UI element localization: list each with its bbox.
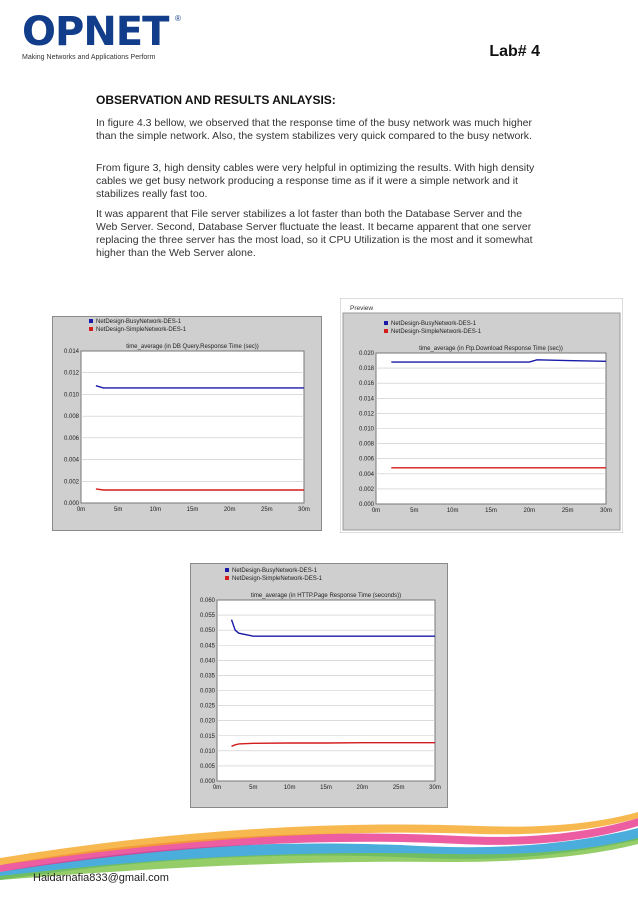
legend-entry: NetDesign-SimpleNetwork-DES-1 [391,329,482,335]
x-tick-label: 5m [249,785,258,791]
legend-swatch [384,321,388,325]
ftp-download-response-chart [340,298,623,533]
legend-swatch [225,568,229,572]
db-query-response-chart [52,316,322,531]
y-tick-label: 0.060 [199,598,215,604]
y-tick-label: 0.004 [358,471,374,478]
y-tick-label: 0.018 [358,366,374,373]
x-tick-label: 0m [371,508,381,514]
y-tick-label: 0.005 [199,763,215,770]
y-tick-label: 0.040 [199,658,215,665]
x-tick-label: 20m [356,785,369,791]
y-tick-label: 0.006 [358,456,374,463]
y-tick-label: 0.016 [358,381,374,388]
y-tick-label: 0.010 [199,748,215,755]
y-tick-label: 0.014 [63,349,79,355]
y-tick-label: 0.050 [199,628,215,635]
paragraph-2: From figure 3, high density cables were very helpful in optimizing the results. With high density cables we get busy network producing a response time as if it were a simple network and it stabilizes really fast too. [96,162,535,200]
x-tick-label: 20m [223,507,236,513]
y-tick-label: 0.000 [199,779,215,785]
legend-entry: NetDesign-SimpleNetwork-DES-1 [96,327,187,333]
y-tick-label: 0.010 [63,392,79,399]
y-tick-label: 0.004 [63,457,79,464]
x-tick-label: 25m [392,785,405,791]
logo-tagline: Making Networks and Applications Perform [22,54,156,61]
chart-title: time_average (in DB Query.Response Time (sec)) [126,344,259,350]
legend-entry: NetDesign-BusyNetwork-DES-1 [232,568,318,574]
x-tick-label: 5m [410,508,419,514]
legend-entry: NetDesign-SimpleNetwork-DES-1 [232,576,323,582]
x-tick-label: 30m [429,785,441,791]
x-tick-label: 0m [76,507,86,513]
paragraph-1: In figure 4.3 bellow, we observed that the response time of the busy network was much higher than the simple network. Also, the system stabilizes very quick compared to the busy network. [96,117,532,142]
opnet-logo [22,9,192,64]
logo-wordmark: OPNET [22,9,169,55]
author-email: Haidarnafia833@gmail.com [33,872,169,884]
y-tick-label: 0.002 [358,486,374,493]
y-tick-label: 0.030 [199,688,215,695]
registered-mark: ® [175,14,181,23]
y-tick-label: 0.006 [63,435,79,442]
y-tick-label: 0.010 [358,426,374,433]
y-tick-label: 0.002 [63,479,79,486]
x-tick-label: 25m [561,508,574,514]
x-tick-label: 30m [600,508,612,514]
y-tick-label: 0.045 [199,643,215,650]
chart-title: time_average (in Ftp.Download Response Time (sec)) [419,346,563,352]
legend-swatch [225,576,229,580]
y-tick-label: 0.000 [63,501,79,507]
lab-number: Lab# 4 [489,43,540,60]
x-tick-label: 10m [149,507,162,513]
legend-entry: NetDesign-BusyNetwork-DES-1 [391,321,477,327]
chart-title: time_average (in HTTP.Page Response Time (seconds)) [250,593,402,599]
y-tick-label: 0.008 [358,441,374,448]
plot-area [81,351,304,503]
x-tick-label: 25m [260,507,273,513]
legend-swatch [384,329,388,333]
x-tick-label: 5m [113,507,123,513]
section-heading: OBSERVATION AND RESULTS ANLAYSIS: [96,93,336,107]
preview-label: Preview [350,305,374,312]
x-tick-label: 30m [298,507,310,513]
legend-swatch [89,319,93,323]
y-tick-label: 0.014 [358,396,374,403]
x-tick-label: 15m [485,508,497,514]
x-tick-label: 20m [523,508,536,514]
y-tick-label: 0.020 [199,718,215,725]
footer-wave-decoration [0,810,638,880]
x-tick-label: 10m [446,508,459,514]
http-page-response-chart [190,563,448,808]
y-tick-label: 0.015 [199,733,215,740]
x-tick-label: 0m [212,785,222,791]
paragraph-3: It was apparent that File server stabilizes a lot faster than both the Database Server and the Web Server. Second, Database Server fluctuate the least. It became apparent that one server replacing the three server has the most load, so it CPU Utilization is the most and it somewhat higher than the Web Server alone. [96,208,533,259]
x-tick-label: 15m [186,507,199,513]
y-tick-label: 0.012 [63,370,79,377]
y-tick-label: 0.020 [358,351,374,357]
y-tick-label: 0.035 [199,673,215,680]
x-tick-label: 15m [320,785,332,791]
legend-entry: NetDesign-BusyNetwork-DES-1 [96,319,182,325]
y-tick-label: 0.025 [199,703,215,710]
y-tick-label: 0.012 [358,411,374,418]
y-tick-label: 0.008 [63,414,79,421]
y-tick-label: 0.000 [358,502,374,508]
x-tick-label: 10m [283,785,296,791]
y-tick-label: 0.055 [199,613,215,620]
legend-swatch [89,327,93,331]
